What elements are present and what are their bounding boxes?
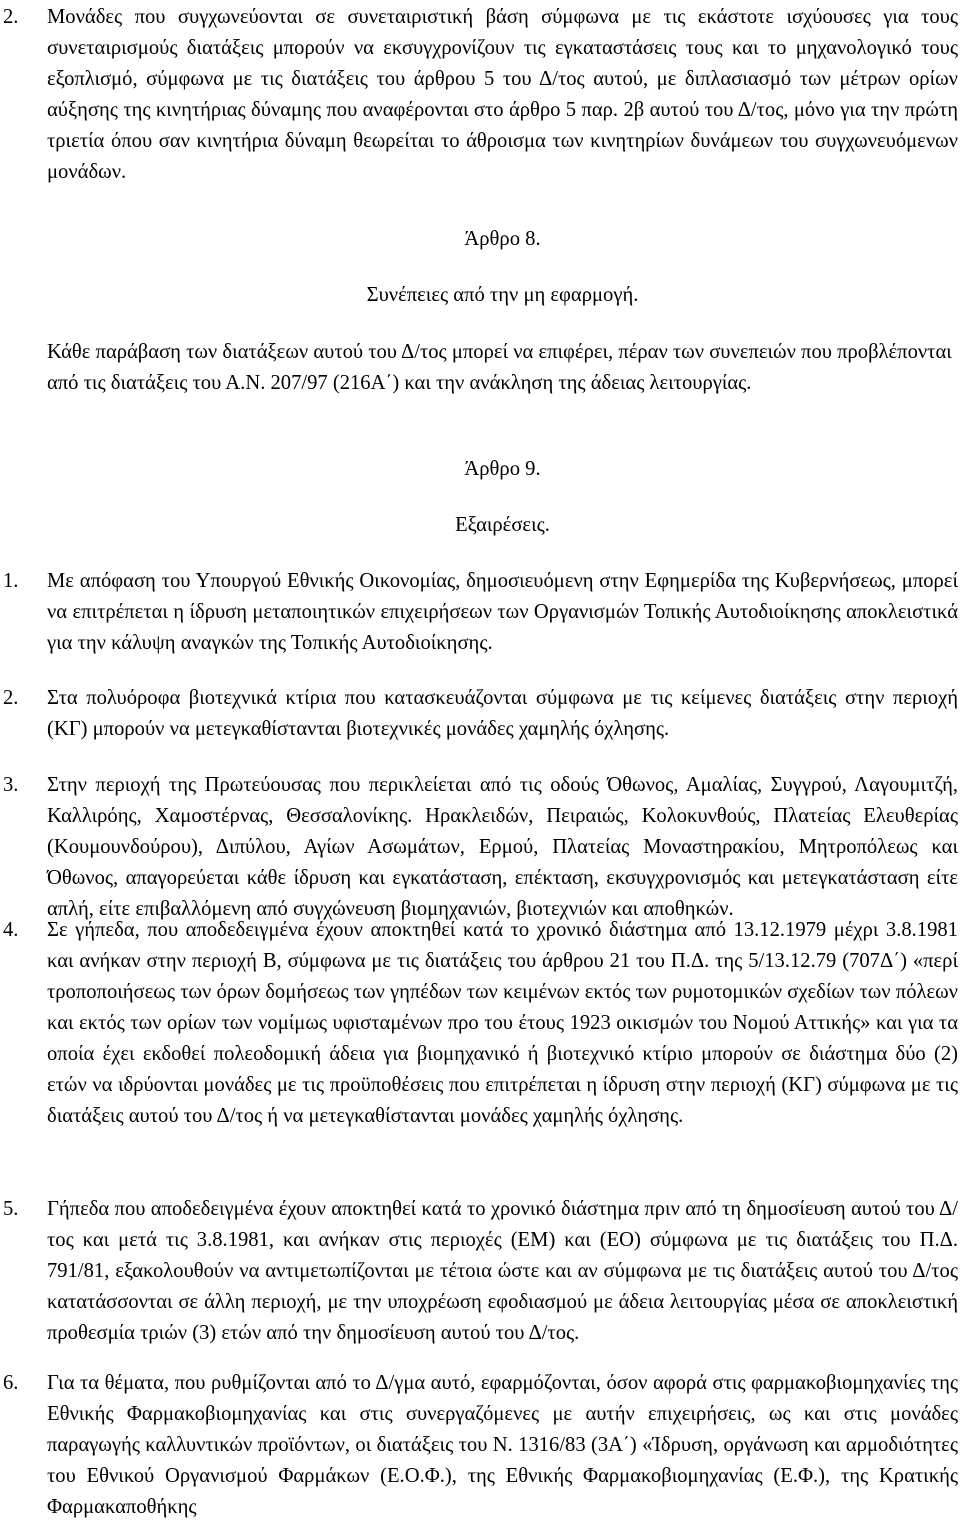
item-number: 2.	[3, 687, 19, 709]
article-8-subheading: Συνέπειες από την μη εφαρμογή.	[366, 284, 639, 306]
article-9-subheading: Εξαιρέσεις.	[455, 514, 550, 536]
item-number: 1.	[3, 570, 19, 592]
item-text: Με απόφαση του Υπουργού Εθνικής Οικονομίας, δημοσιευόμενη στην Εφημερίδα της Κυβερνήσεως, μπορεί να επιτρέπεται η ίδρυση μεταποιητικών επιχειρήσεων των Οργανισμών Τοπικής Αυτοδιοίκησης αποκλειστικά για την κάλυψη αναγκών της Τοπικής Αυτοδιοίκησης.	[47, 570, 958, 654]
numbered-item-2-continued	[3, 2, 958, 188]
item-text: Γήπεδα που αποδεδειγμένα έχουν αποκτηθεί κατά το χρονικό διάστημα πριν από τη δημοσίευση αυτού του Δ/τος και μετά τις 3.8.1981, και ανήκαν στις περιοχές (ΕΜ) και (ΕΟ) σύμφωνα με τις διατάξεις του Π.Δ. 791/81, εξακολουθούν να αντιμετωπίζονται με τέτοια ώστε και αν σύμφωνα με τις διατάξεις αυτού του Δ/τος κατατάσσονται σε άλλη περιοχή, με την υποχρέωση εφοδιασμού με άδεια λειτουργίας μέσα σε αποκλειστική προθεσμία τριών (3) ετών από την δημοσίευση αυτού του Δ/τος.	[47, 1198, 958, 1344]
numbered-item-3	[3, 770, 958, 925]
item-text: Στην περιοχή της Πρωτεύουσας που περικλείεται από τις οδούς Όθωνος, Αμαλίας, Συγγρού, Λαγουμιτζή, Καλλιρόης, Χαμοστέρνας, Θεσσαλονίκης. Ηρακλειδών, Πειραιώς, Κολοκυνθούς, Πλατείας Ελευθερίας (Κουμουνδούρου), Διπύλου, Αγίων Ασωμάτων, Ερμού, Πλατείας Μοναστηρακίου, Μητροπόλεως και Όθωνος, απαγορεύεται κάθε ίδρυση και εγκατάσταση, επέκταση, εκσυγχρονισμός και μετεγκατάσταση είτε απλή, είτε επιβαλλόμενη από συγχώνευση βιομηχανιών, βιοτεχνιών και αποθηκών.	[47, 774, 958, 920]
item-number: 5.	[3, 1198, 19, 1220]
numbered-item-5	[3, 1194, 958, 1349]
item-text: Μονάδες που συγχωνεύονται σε συνεταιριστική βάση σύμφωνα με τις εκάστοτε ισχύουσες για τους συνεταιρισμούς διατάξεις μπορούν να εκσυγχρονίζουν τις εγκαταστάσεις τους και το μηχανολογικό τους εξοπλισμό, σύμφωνα με τις διατάξεις του άρθρου 5 του Δ/τος αυτού, με διπλασιασμό των μέτρων ορίων αύξησης της κινητήριας δύναμης που αναφέρονται στο άρθρο 5 παρ. 2β αυτού του Δ/τος, μόνο για την πρώτη τριετία όπου σαν κινητήρια δύναμη θεωρείται το άθροισμα των κινητηρίων δυνάμεων του συγχωνευόμενων μονάδων.	[47, 6, 958, 183]
item-number: 6.	[3, 1372, 19, 1394]
item-text: Στα πολυόροφα βιοτεχνικά κτίρια που κατασκευάζονται σύμφωνα με τις κείμενες διατάξεις στην περιοχή (ΚΓ) μπορούν να μετεγκαθίστανται βιοτεχνικές μονάδες χαμηλής όχλησης.	[47, 687, 958, 740]
item-number: 4.	[3, 919, 19, 941]
numbered-item-1	[3, 566, 958, 659]
item-number: 2.	[3, 6, 19, 28]
article-8-heading: Άρθρο 8.	[464, 228, 541, 250]
numbered-item-4	[3, 915, 958, 1132]
item-text: Για τα θέματα, που ρυθμίζονται από το Δ/γμα αυτό, εφαρμόζονται, όσον αφορά στις φαρμακοβιομηχανίες της Εθνικής Φαρμακοβιομηχανίας και στις συνεργαζόμενες με αυτήν επιχειρήσεις, ως και στις μονάδες παραγωγής καλλυντικών προϊόντων, οι διατάξεις του Ν. 1316/83 (3Α΄) «Ίδρυση, οργάνωση και αρμοδιότητες του Εθνικού Οργανισμού Φαρμάκων (Ε.Ο.Φ.), της Εθνικής Φαρμακοβιομηχανίας (Ε.Φ.), της Κρατικής Φαρμακαποθήκης	[47, 1372, 958, 1518]
article-8-body: Κάθε παράβαση των διατάξεων αυτού του Δ/τος μπορεί να επιφέρει, πέραν των συνεπειών που προβλέπονται από τις διατάξεις του Α.Ν. 207/97 (216Α΄) και την ανάκληση της άδειας λειτουργίας.	[47, 341, 952, 394]
article-9-heading: Άρθρο 9.	[464, 458, 541, 480]
item-number: 3.	[3, 774, 19, 796]
numbered-item-6	[3, 1368, 958, 1523]
item-text: Σε γήπεδα, που αποδεδειγμένα έχουν αποκτηθεί κατά το χρονικό διάστημα από 13.12.1979 μέχρι 3.8.1981 και ανήκαν στην περιοχή Β, σύμφωνα με τις διατάξεις του άρθρου 21 του Π.Δ. της 5/13.12.79 (707Δ΄) «περί τροποποιήσεως των όρων δομήσεως των γηπέδων των κειμένων εκτός των ρυμοτομικών σχεδίων των πόλεων και εκτός των ορίων των νομίμως υφισταμένων προ του έτους 1923 οικισμών του Νομού Αττικής» και για τα οποία έχει εκδοθεί πολεοδομική άδεια για βιομηχανικό ή βιοτεχνικό κτίριο μπορούν σε διάστημα δύο (2) ετών να ιδρύονται μονάδες με τις προϋποθέσεις που επιτρέπεται η ίδρυση στην περιοχή (ΚΓ) σύμφωνα με τις διατάξεις αυτού του Δ/τος ή να μετεγκαθίστανται μονάδες χαμηλής όχλησης.	[47, 919, 958, 1127]
numbered-item-2	[3, 683, 958, 745]
